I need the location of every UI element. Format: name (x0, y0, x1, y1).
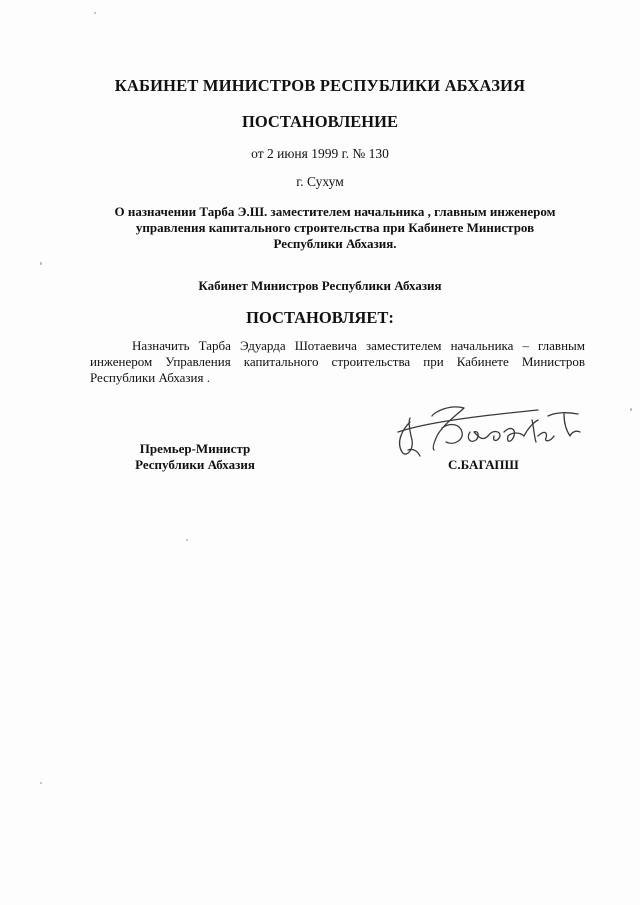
resolution-body: Назначить Тарба Эдуарда Шотаевича заместителем начальника – главным инженером Управления капитального строительства при Кабинете Министров Республики Абхазия . (90, 338, 585, 385)
signer-title-line-1: Премьер-Министр (139, 441, 251, 456)
paper-speck (40, 262, 42, 265)
paper-speck (630, 408, 632, 411)
document-subject: О назначении Тарба Э.Ш. заместителем начальника , главным инженером управления капитального строительства при Кабинете Министров Республики Абхазия. (114, 204, 556, 251)
document-type-heading: ПОСТАНОВЛЕНИЕ (242, 112, 398, 131)
document-city: г. Сухум (296, 174, 344, 189)
document-date-number: от 2 июня 1999 г. № 130 (251, 146, 389, 161)
paper-speck (186, 539, 188, 541)
signer-name: С.БАГАПШ (448, 457, 519, 472)
issuer-line: Кабинет Министров Республики Абхазия (198, 278, 442, 293)
handwritten-signature (388, 392, 588, 464)
paper-speck (94, 12, 96, 14)
resolves-heading: ПОСТАНОВЛЯЕТ: (246, 308, 394, 327)
signer-title-line-2: Республики Абхазия (135, 457, 255, 472)
issuing-body-heading: КАБИНЕТ МИНИСТРОВ РЕСПУБЛИКИ АБХАЗИЯ (114, 76, 526, 95)
signer-title (100, 441, 290, 473)
paper-speck (40, 782, 42, 784)
